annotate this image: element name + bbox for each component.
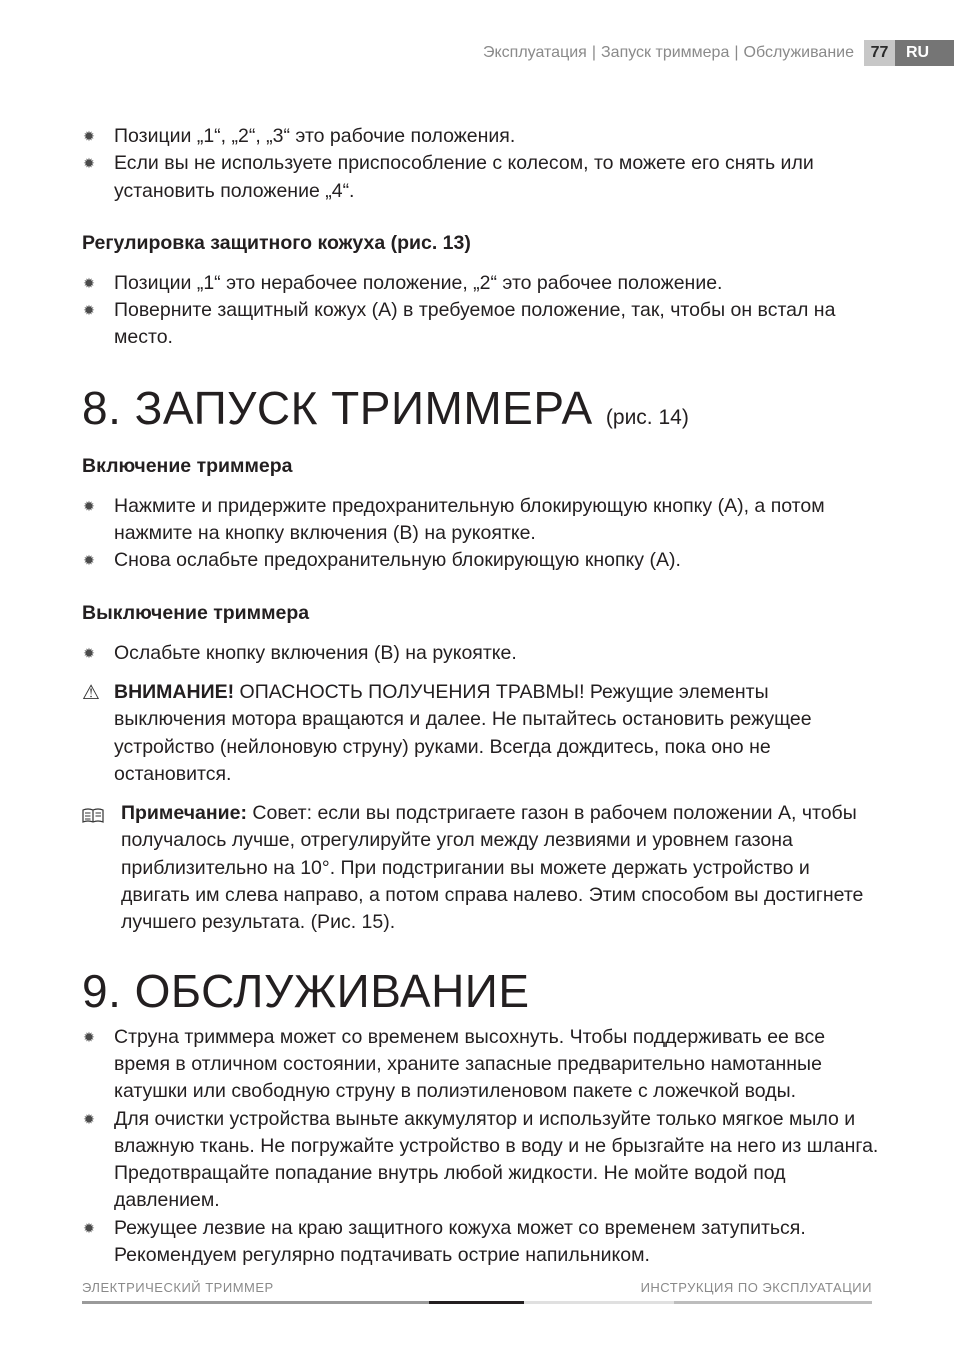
- switch-on-bullet-list: [82, 493, 882, 575]
- list-item: ✹ Струна триммера может со временем высохнуть. Чтобы поддерживать ее все время в отличном состоянии, храните запасные предварительно намотанные катушки или свободную струну в полиэтиленовом пакете с ложечкой воды.: [83, 1025, 826, 1103]
- switch-off-heading: Выключение триммера: [82, 601, 310, 624]
- footer-rule-center: [429, 1301, 524, 1304]
- page-content: [82, 123, 882, 1269]
- footer-product-name: ЭЛЕКТРИЧЕСКИЙ ТРИММЕР: [82, 1280, 274, 1295]
- section-9-title: 9. ОБСЛУЖИВАНИЕ: [82, 964, 530, 1017]
- maintenance-bullet-list: [82, 1024, 882, 1270]
- list-item: ✹ Для очистки устройства выньте аккумулятор и используйте только мягкое мыло и влажную ткань. Не погружайте устройство в воду и не брызгайте на него из шланга. Предотвращайте попадание внутрь любой жидкости. Не мойте водой под давлением.: [83, 1107, 879, 1212]
- sunburst-bullet-icon: ✹: [83, 128, 95, 144]
- list-item: ✹ Поверните защитный кожух (A) в требуемое положение, так, чтобы он встал на место.: [83, 299, 836, 349]
- footer-rule-light: [524, 1301, 674, 1304]
- footer-manual-title: ИНСТРУКЦИЯ ПО ЭКСПЛУАТАЦИИ: [640, 1280, 872, 1295]
- sunburst-bullet-icon: ✹: [83, 552, 95, 569]
- list-item: ✹ Режущее лезвие на краю защитного кожуха может со временем затупиться. Рекомендуем регулярно подтачивать острие напильником.: [83, 1216, 806, 1267]
- sunburst-bullet-icon: ✹: [83, 1028, 95, 1045]
- sunburst-bullet-icon: ✹: [83, 1110, 95, 1127]
- open-book-icon: [82, 805, 104, 832]
- sunburst-bullet-icon: ✹: [83, 1219, 95, 1236]
- list-item: ✹ Позиции „1“ это нерабочее положение, „2“ это рабочее положение.: [82, 270, 882, 297]
- footer-rule-right: [674, 1301, 872, 1304]
- footer-rule-left: [82, 1301, 429, 1304]
- warning-label: ВНИМАНИЕ!: [114, 680, 235, 703]
- sunburst-bullet-icon: ✹: [83, 302, 95, 319]
- guard-bullet-list: [82, 270, 882, 352]
- switch-on-heading: Включение триммера: [82, 454, 293, 477]
- section-8-title: 8. ЗАПУСК ТРИММЕРА (рис. 14): [82, 381, 689, 434]
- note-text: Совет: если вы подстригаете газон в рабочем положении А, чтобы получалось лучше, отрегулируйте угол между лезвиями и уровнем газона приблизительно на 10°. При подстригании вы можете держать устройство и двигать им слева направо, а потом справа налево. Этим способом вы достигнете лучшего результата. (Рис. 15).: [121, 802, 864, 934]
- page-number: 77: [864, 40, 895, 66]
- running-header: [483, 42, 854, 64]
- header-crumb-start: Запуск триммера: [601, 44, 730, 61]
- list-item: ✹ Ослабьте кнопку включения (B) на рукоятке.: [82, 640, 882, 667]
- guard-heading: Регулировка защитного кожуха (рис. 13): [82, 231, 471, 254]
- header-separator: |: [591, 44, 596, 61]
- switch-off-bullet-list: [82, 640, 882, 667]
- intro-bullet-list: [82, 123, 882, 205]
- list-item: ✹ Снова ослабьте предохранительную блокирующую кнопку (A).: [82, 547, 882, 574]
- note-label: Примечание:: [121, 802, 247, 825]
- sunburst-bullet-icon: ✹: [83, 155, 95, 172]
- list-item: ✹ Нажмите и придержите предохранительную блокирующую кнопку (A), а потом нажмите на кнопку включения (B) на рукоятке.: [83, 494, 825, 545]
- section-8-figure-ref: (рис. 14): [605, 405, 689, 429]
- sunburst-bullet-icon: ✹: [83, 274, 95, 291]
- sunburst-bullet-icon: ✹: [83, 644, 95, 661]
- warning-text: ОПАСНОСТЬ ПОЛУЧЕНИЯ ТРАВМЫ! Режущие элементы выключения мотора вращаются и далее. Не пытайтесь остановить режущее устройство (нейлоновую струну) руками. Всегда дождитесь, пока оно не остановится.: [114, 680, 812, 785]
- note-callout: [82, 800, 882, 936]
- header-separator: |: [734, 44, 739, 61]
- header-crumb-operation: Эксплуатация: [482, 44, 587, 61]
- sunburst-bullet-icon: ✹: [83, 497, 95, 514]
- warning-callout: [82, 679, 882, 788]
- list-item: ✹ Если вы не используете приспособление с колесом, то можете его снять или установить положение „4“.: [83, 152, 814, 202]
- warning-triangle-icon: ⚠: [82, 681, 100, 704]
- language-badge: RU: [895, 40, 954, 66]
- header-crumb-maintenance: Обслуживание: [743, 44, 854, 61]
- list-item: ✹ Позиции „1“, „2“, „3“ это рабочие положения.: [82, 123, 882, 150]
